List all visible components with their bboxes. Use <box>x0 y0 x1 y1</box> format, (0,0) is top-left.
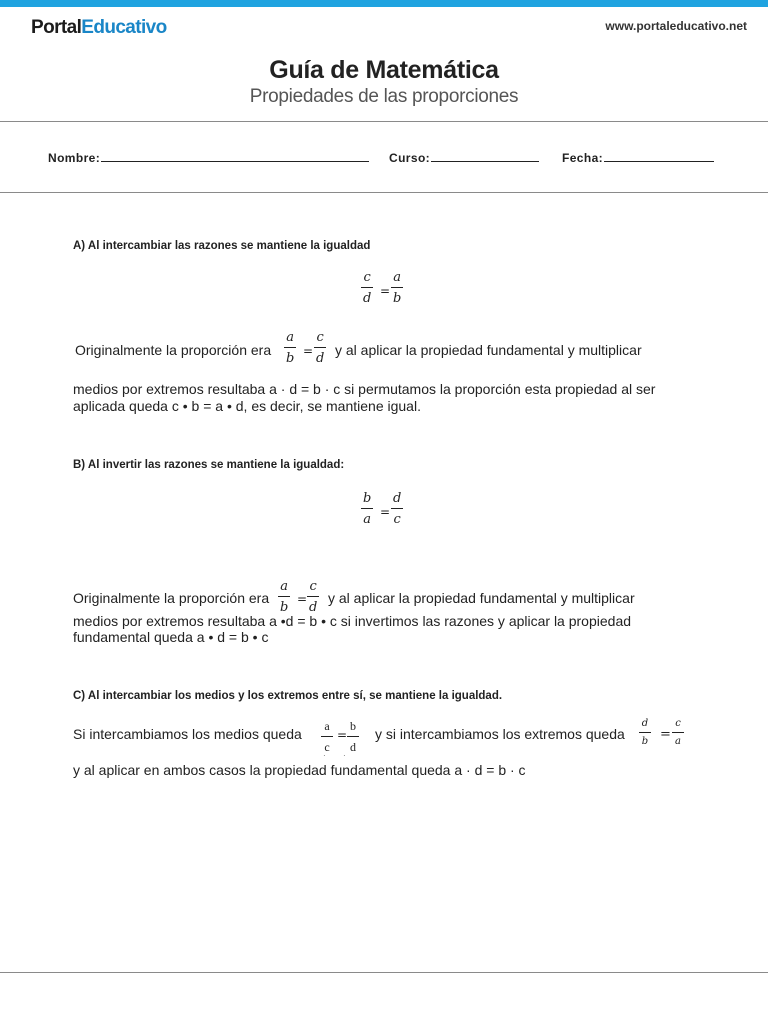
fraction-numerator: c <box>307 579 319 597</box>
section-a-equation-right <box>391 270 403 306</box>
footer-divider <box>0 972 768 973</box>
logo-part-educativo: Educativo <box>81 17 167 38</box>
fraction-denominator: c <box>393 512 401 527</box>
fecha-blank <box>604 151 714 162</box>
fraction-numerator: c <box>361 270 373 288</box>
section-b-line2: medios por extremos resultaba a •d = b • c si invertimos las razones y aplicar la propiedad <box>73 613 632 629</box>
extremos-fraction-1 <box>639 718 651 748</box>
curso-blank <box>431 151 539 162</box>
site-url: www.portaleducativo.net <box>605 19 747 33</box>
section-c-heading: C) Al intercambiar los medios y los extremos entre sí, se mantiene la igualdad. <box>73 690 503 702</box>
curso-label: Curso: <box>389 151 431 165</box>
fraction-numerator: a <box>278 579 290 597</box>
fraction-numerator: b <box>361 491 373 509</box>
equals-sign: = <box>303 344 314 358</box>
equals-sign: = <box>380 284 391 298</box>
nombre-field <box>48 151 369 165</box>
section-a-line2: medios por extremos resultaba a · d = b · c si permutamos la proporción esta propiedad al ser <box>73 381 656 397</box>
fraction-denominator: d <box>363 291 372 306</box>
section-c-conclusion: y al aplicar en ambos casos la propiedad fundamental queda a · d = b · c <box>73 762 526 778</box>
section-b-line1-pre: Originalmente la proporción era <box>73 590 270 606</box>
fraction-denominator: a <box>675 736 681 747</box>
nombre-label: Nombre: <box>48 151 101 165</box>
section-a-line1-post: y al aplicar la propiedad fundamental y multiplicar <box>335 342 642 358</box>
fraction-denominator: b <box>286 351 295 366</box>
fraction-numerator: c <box>672 718 684 733</box>
curso-field <box>389 151 539 165</box>
section-b-equation-right <box>391 491 403 527</box>
fraction-denominator: c <box>324 740 330 754</box>
section-b-inline-fraction-2 <box>307 579 319 615</box>
page-subtitle: Propiedades de las proporciones <box>249 86 519 107</box>
section-b-inline-fraction-1 <box>278 579 290 615</box>
section-b-line1-post: y al aplicar la propiedad fundamental y multiplicar <box>328 590 635 606</box>
section-b-equation-left <box>361 491 373 527</box>
form-divider <box>0 192 768 193</box>
fraction-denominator: b <box>641 736 649 747</box>
fraction-numerator: a <box>391 270 403 288</box>
top-accent-bar <box>0 0 768 7</box>
section-a-inline-fraction-2 <box>314 330 326 366</box>
section-b-heading: B) Al invertir las razones se mantiene la igualdad: <box>73 459 345 471</box>
fraction-denominator: b <box>280 600 289 615</box>
section-a-heading: A) Al intercambiar las razones se mantiene la igualdad <box>73 240 371 252</box>
equals-sign: = <box>337 728 348 742</box>
portal-educativo-logo <box>31 17 167 39</box>
section-a-inline-fraction-1 <box>284 330 296 366</box>
fraction-denominator: d <box>309 600 318 615</box>
equals-sign: = <box>380 505 391 519</box>
section-a-equation-left <box>361 270 373 306</box>
medios-fraction-2 <box>347 719 359 755</box>
medios-fraction-1 <box>321 719 333 755</box>
fecha-label: Fecha: <box>562 151 604 165</box>
artifact-dot: · <box>343 751 346 760</box>
fraction-numerator: c <box>314 330 326 348</box>
fraction-denominator: d <box>316 351 325 366</box>
equals-sign: = <box>660 727 671 742</box>
equals-sign: = <box>297 592 308 606</box>
section-c-medios-text: Si intercambiamos los medios queda <box>73 726 302 742</box>
fraction-numerator: b <box>347 719 359 737</box>
section-b-line3: fundamental queda a • d = b • c <box>73 629 269 645</box>
fecha-field <box>562 151 714 165</box>
fraction-numerator: d <box>391 491 403 509</box>
section-c-extremos-text: y si intercambiamos los extremos queda <box>375 726 625 742</box>
artifact-dot: · <box>323 751 326 760</box>
header-divider <box>0 121 768 122</box>
extremos-fraction-2 <box>672 718 684 748</box>
fraction-numerator: a <box>321 719 333 737</box>
page-title: Guía de Matemática <box>269 56 499 84</box>
fraction-denominator: d <box>350 740 356 754</box>
logo-part-portal: Portal <box>31 17 82 38</box>
nombre-blank <box>101 151 369 162</box>
section-a-line3: aplicada queda c • b = a • d, es decir, se mantiene igual. <box>73 398 421 414</box>
fraction-denominator: a <box>363 512 372 527</box>
section-a-line1-pre: Originalmente la proporción era <box>75 342 272 358</box>
fraction-numerator: d <box>639 718 651 733</box>
fraction-numerator: a <box>284 330 296 348</box>
fraction-denominator: b <box>393 291 402 306</box>
